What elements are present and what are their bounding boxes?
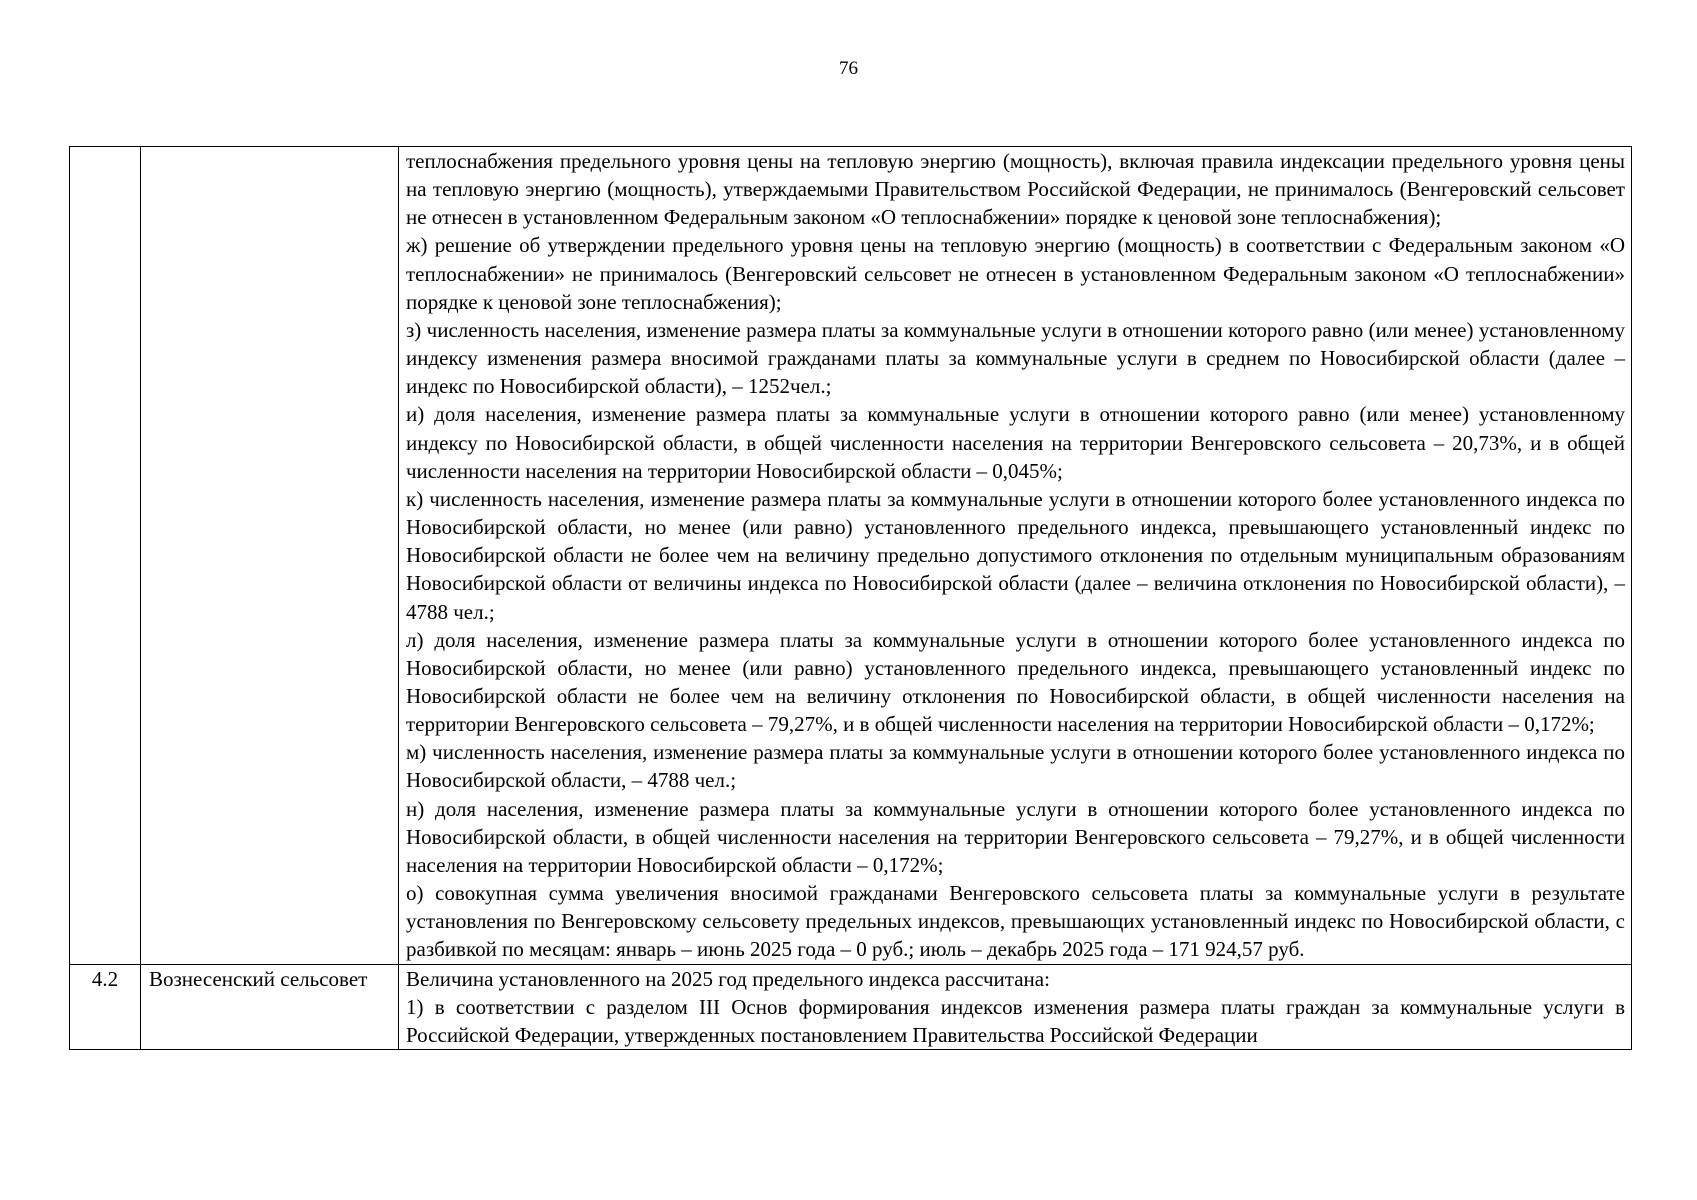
paragraph-n: н) доля населения, изменение размера платы за коммунальные услуги в отношении которого более установленного индекса по Новосибирской области, в общей численности населения на территории Венгеровского сельсовета – 79,27%, и в общей численности населения на территории Новосибирской области – 0,172%; bbox=[406, 796, 1625, 877]
row-number-cell bbox=[70, 147, 141, 965]
description-cell bbox=[399, 147, 1632, 965]
paragraph-i: и) доля населения, изменение размера платы за коммунальные услуги в отношении которого равно (или менее) установленному индексу по Новосибирской области, в общей численности населения на территории Венгеровского сельсовета – 20,73%, и в общей численности населения на территории Новосибирской области – 0,045%; bbox=[406, 402, 1625, 483]
municipality-name-cell bbox=[141, 147, 399, 965]
paragraph-k: к) численность населения, изменение размера платы за коммунальные услуги в отношении которого более установленного индекса по Новосибирской области, но менее (или равно) установленного предельного индекса, превышающего установленный индекс по Новосибирской области не более чем на величину предельно допустимого отклонения по отдельным муниципальным образованиям Новосибирской области от величины индекса по Новосибирской области (далее – величина отклонения по Новосибирской области), – 4788 чел.; bbox=[406, 486, 1625, 624]
row-number-cell: 4.2 bbox=[70, 964, 141, 1049]
paragraph-intro: Величина установленного на 2025 год предельного индекса рассчитана: bbox=[406, 966, 1050, 991]
paragraph-z: з) численность населения, изменение размера платы за коммунальные услуги в отношении которого равно (или менее) установленному индексу изменения размера вносимой гражданами платы за коммунальные услуги в среднем по Новосибирской области (далее – индекс по Новосибирской области), – 1252чел.; bbox=[406, 317, 1625, 399]
description-content bbox=[406, 965, 1625, 1049]
paragraph: теплоснабжения предельного уровня цены на тепловую энергию (мощность), включая правила индексации предельного уровня цены на тепловую энергию (мощность), утверждаемыми Правительством Российской Федерации, не принималось (Венгеровский сельсовет не отнесен в установленном Федеральным законом «О теплоснабжении» порядке к ценовой зоне теплоснабжения); bbox=[406, 149, 1625, 230]
paragraph-1: 1) в соответствии с разделом III Основ формирования индексов изменения размера платы граждан за коммунальные услуги в Российской Федерации, утвержденных постановлением Правительства Российской Федерации bbox=[406, 994, 1625, 1047]
table-row bbox=[70, 147, 1632, 965]
paragraph-m: м) численность населения, изменение размера платы за коммунальные услуги в отношении которого более установленного индекса по Новосибирской области, – 4788 чел.; bbox=[406, 740, 1625, 793]
document-table bbox=[69, 146, 1632, 1050]
page-number: 76 bbox=[839, 58, 858, 79]
description-cell bbox=[399, 964, 1632, 1049]
paragraph-zh: ж) решение об утверждении предельного уровня цены на тепловую энергию (мощность) в соответствии с Федеральным законом «О теплоснабжении» не принималось (Венгеровский сельсовет не отнесен в установленном Федеральным законом «О теплоснабжении» порядке к ценовой зоне теплоснабжения); bbox=[406, 233, 1625, 314]
table-row bbox=[70, 964, 1632, 1049]
municipality-name-cell: Вознесенский сельсовет bbox=[141, 964, 399, 1049]
paragraph-o: о) совокупная сумма увеличения вносимой гражданами Венгеровского сельсовета платы за коммунальные услуги в результате установления по Венгеровскому сельсовету предельных индексов, превышающих установленный индекс по Новосибирской области, с разбивкой по месяцам: январь – июнь 2025 года – 0 руб.; июль – декабрь 2025 года – 171 924,57 руб. bbox=[406, 881, 1625, 962]
paragraph-l: л) доля населения, изменение размера платы за коммунальные услуги в отношении которого более установленного индекса по Новосибирской области, но менее (или равно) установленного предельного индекса, превышающего установленный индекс по Новосибирской области не более чем на величину отклонения по Новосибирской области, в общей численности населения на территории Венгеровского сельсовета – 79,27%, и в общей численности населения на территории Новосибирской области – 0,172%; bbox=[406, 627, 1625, 737]
